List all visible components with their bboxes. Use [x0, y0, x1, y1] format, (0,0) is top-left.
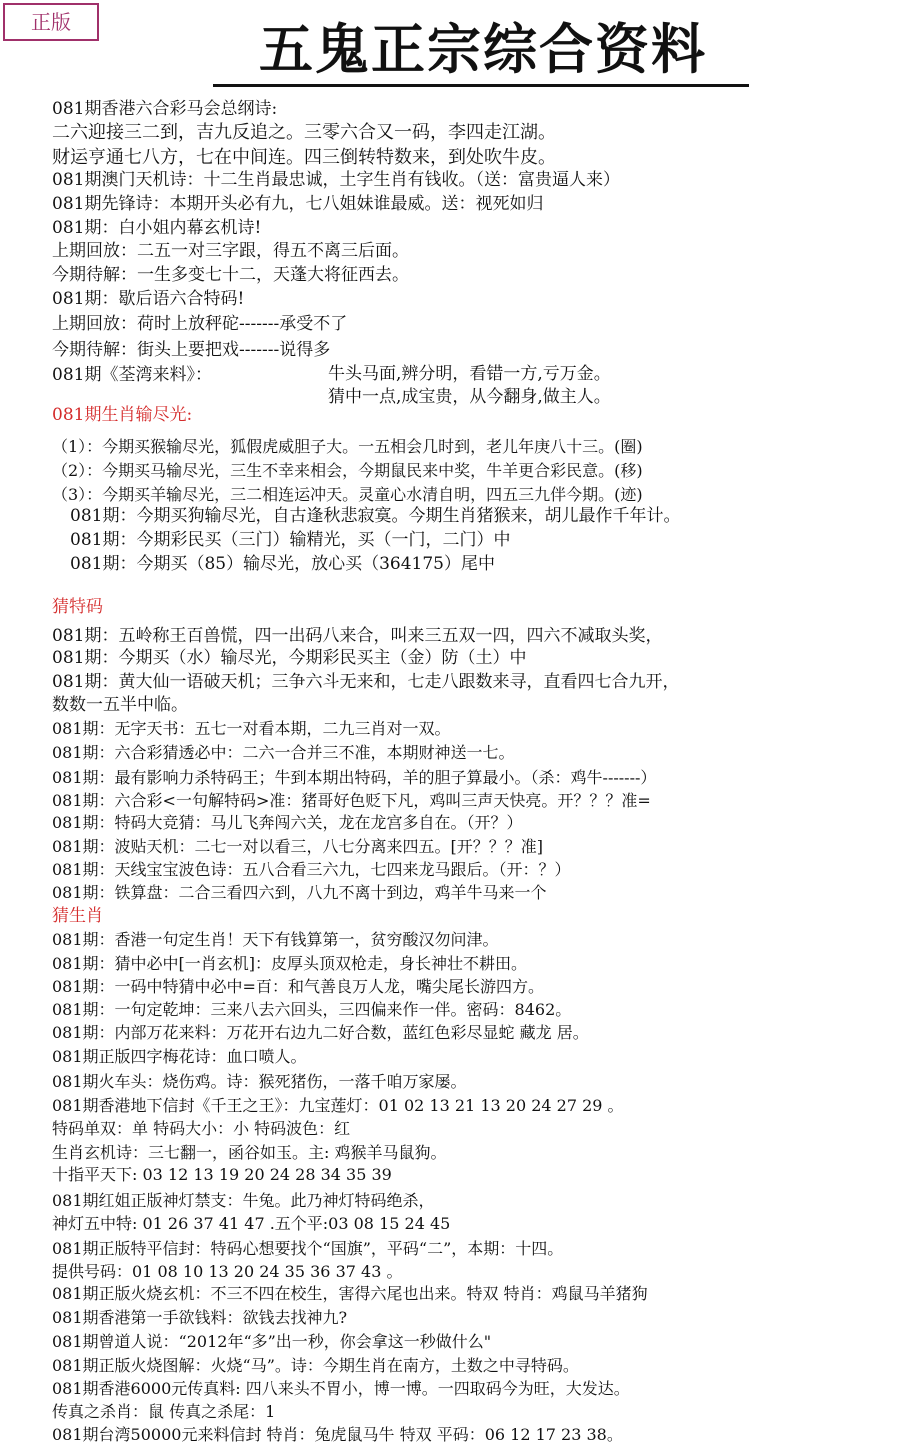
text-line: 数数一五半中临。	[52, 695, 188, 715]
text-line: 提供号码：01 08 10 13 20 24 35 36 37 43 。	[52, 1262, 403, 1281]
genuine-badge: 正版	[3, 3, 99, 41]
text-line: 081期正版特平信封：特码心想要找个“国旗”，平码“二”，本期：十四。	[52, 1239, 564, 1258]
text-line: 081期火车头：烧伤鸡。诗：猴死猪伤，一落千咱万家屡。	[52, 1072, 467, 1091]
text-line: （3）：今期买羊输尽光，三二相连运冲天。灵童心水清自明，四五三九伴今期。(迹)	[52, 485, 643, 504]
text-line: （2）：今期买马输尽光，三生不幸来相会，今期鼠民来中奖，牛羊更合彩民意。(移)	[52, 461, 643, 480]
text-line: 081期：白小姐内幕玄机诗!	[52, 218, 262, 238]
text-line: 081期香港6000元传真料: 四八来头不胃小，博一博。一四取码今为旺，大发达。	[52, 1379, 630, 1398]
text-line: 猜中一点,成宝贵，从今翻身,做主人。	[328, 387, 611, 407]
text-line: 081期：无字天书：五七一对看本期，二九三肖对一双。	[52, 719, 451, 738]
title-underline	[213, 84, 749, 87]
text-line: 081期香港地下信封《千王之王》：九宝莲灯：01 02 13 21 13 20 24 27 29 。	[52, 1096, 624, 1115]
text-line: 081期正版火烧图解：火烧“马”。诗：今期生肖在南方，土数之中寻特码。	[52, 1356, 579, 1375]
text-line: 081期台湾50000元来料信封 特肖：兔虎鼠马牛 特双 平码：06 12 17 23 38。	[52, 1425, 623, 1444]
page-title: 五鬼正宗综合资料	[259, 17, 707, 81]
text-line: 081期：香港一句定生肖！天下有钱算第一，贫穷酸汉勿问津。	[52, 930, 499, 949]
text-line: 081期曾道人说：“2012年“多”出一秒，你会拿这一秒做什么"	[52, 1332, 492, 1351]
text-line: 081期：最有影响力杀特码王；牛到本期出特码，羊的胆子算最小。（杀：鸡牛-------）	[52, 768, 657, 787]
text-line: 今期待解：一生多变七十二，天蓬大将征西去。	[52, 265, 409, 285]
text-line: 081期香港第一手欲钱料：欲钱去找神九?	[52, 1308, 348, 1327]
text-line: 081期：今期买（85）输尽光，放心买（364175）尾中	[70, 554, 495, 574]
text-line: 081期：五岭称王百兽慌，四一出码八来合，叫来三五双一四，四六不减取头奖，	[52, 626, 663, 646]
text-line: 今期待解：街头上要把戏-------说得多	[52, 340, 331, 360]
text-line: 081期：六合彩<一句解特码>准：猪哥好色贬下凡，鸡叫三声天快亮。开？？？准=	[52, 791, 651, 810]
text-line: 081期：今期买（水）输尽光，今期彩民买主（金）防（土）中	[52, 648, 527, 668]
text-line: 081期红姐正版神灯禁支：牛兔。此乃神灯特码绝杀，	[52, 1191, 435, 1210]
text-line: 081期：今期彩民买（三门）输精光，买（一门，二门）中	[70, 530, 511, 550]
text-line: （1）：今期买猴输尽光，狐假虎威胆子大。一五相会几时到，老儿年庚八十三。(圈)	[52, 437, 643, 456]
text-line: 上期回放：二五一对三字跟，得五不离三后面。	[52, 241, 409, 261]
text-line: 081期：一码中特猜中必中=百：和气善良万人龙，嘴尖尾长游四方。	[52, 977, 544, 996]
text-line: 081期：今期买狗输尽光，自古逢秋悲寂寞。今期生肖猪猴来，胡儿最作千年计。	[70, 506, 681, 526]
section-heading: 081期生肖输尽光:	[52, 405, 193, 425]
text-line: 二六迎接三二到，吉九反追之。三零六合又一码，李四走江湖。	[52, 122, 556, 143]
text-line: 特码单双：单 特码大小：小 特码波色：红	[52, 1119, 351, 1138]
text-line: 牛头马面,辨分明，看错一方,亏万金。	[328, 364, 611, 384]
text-line: 081期：波贴天机：二七一对以看三，八七分离来四五。[开？？？准]	[52, 837, 544, 856]
text-line: 081期《荃湾来料》：	[52, 365, 212, 385]
text-line: 081期：天线宝宝波色诗：五八合看三六九，七四来龙马跟后。（开：？）	[52, 860, 571, 879]
section-heading: 猜生肖	[52, 906, 103, 926]
text-line: 081期正版四字梅花诗：血口喷人。	[52, 1047, 307, 1066]
text-line: 081期：黄大仙一语破天机；三争六斗无来和，七走八跟数来寻，直看四七合九开，	[52, 672, 680, 692]
text-line: 上期回放：荷时上放秤砣-------承受不了	[52, 314, 348, 334]
text-line: 081期正版火烧玄机：不三不四在校生，害得六尾也出来。特双 特肖：鸡鼠马羊猪狗	[52, 1284, 648, 1303]
text-line: 081期：猜中必中[一肖玄机]：皮厚头顶双枪走，身长神壮不耕田。	[52, 954, 528, 973]
text-line: 081期先锋诗：本期开头必有九，七八姐妹谁最威。送：视死如归	[52, 194, 544, 214]
text-line: 081期：内部万花来料：万花开右边九二好合数，蓝红色彩尽显蛇 藏龙 居。	[52, 1023, 589, 1042]
text-line: 081期：一句定乾坤：三来八去六回头，三四偏来作一伴。密码：8462。	[52, 1000, 572, 1019]
text-line: 神灯五中特: 01 26 37 41 47 .五个平:03 08 15 24 45	[52, 1214, 451, 1233]
text-line: 081期：铁算盘：二合三看四六到，八九不离十到边，鸡羊牛马来一个	[52, 883, 547, 902]
text-line: 081期：特码大竞猜：马儿飞奔闯六关，龙在龙宫多自在。（开？）	[52, 813, 523, 832]
text-line: 081期澳门天机诗：十二生肖最忠诚，土字生肖有钱收。（送：富贵逼人来）	[52, 170, 620, 190]
text-line: 081期香港六合彩马会总纲诗:	[52, 99, 278, 119]
text-line: 081期：歇后语六合特码!	[52, 289, 245, 309]
text-line: 081期：六合彩猜透必中：二六一合并三不准，本期财神送一七。	[52, 743, 515, 762]
text-line: 生肖玄机诗：三七翻一，函谷如玉。主: 鸡猴羊马鼠狗。	[52, 1143, 447, 1162]
text-line: 财运亨通七八方，七在中间连。四三倒转特数来，到处吹牛皮。	[52, 147, 556, 168]
text-line: 十指平天下: 03 12 13 19 20 24 28 34 35 39	[52, 1165, 392, 1184]
text-line: 传真之杀肖：鼠 传真之杀尾：1	[52, 1402, 276, 1421]
section-heading: 猜特码	[52, 597, 103, 617]
